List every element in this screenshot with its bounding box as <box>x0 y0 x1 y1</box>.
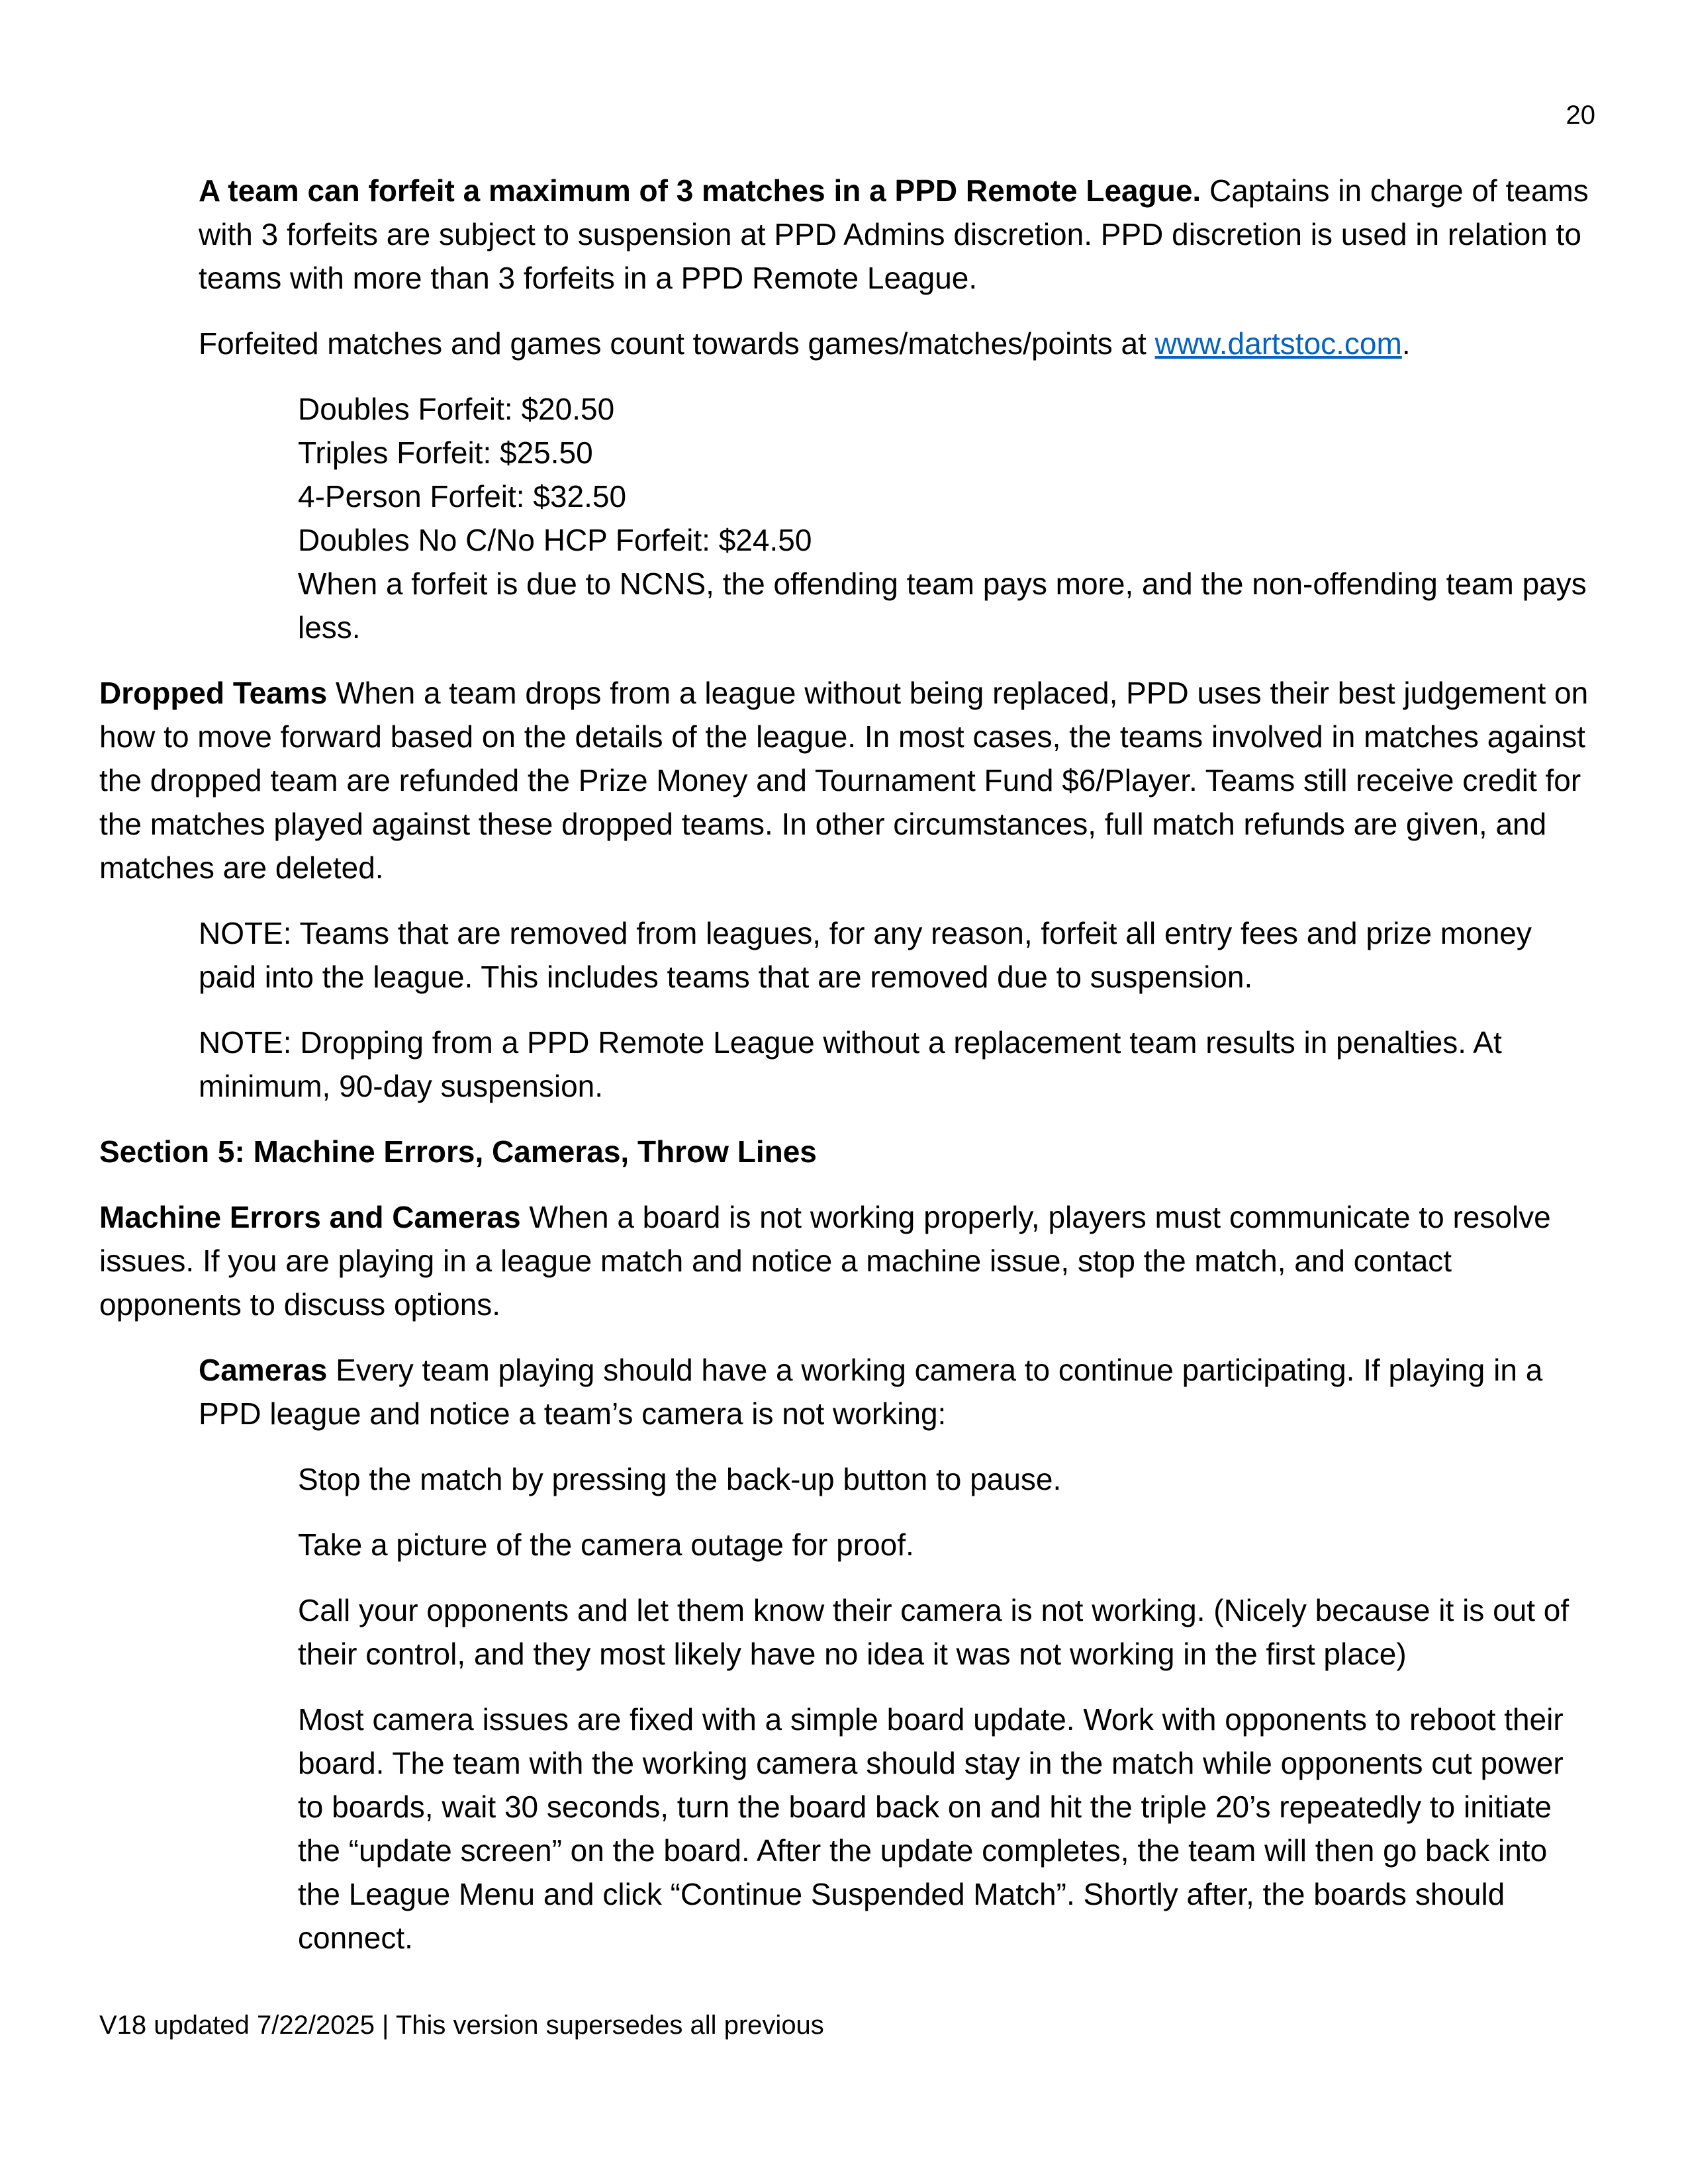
dropped-note-2: NOTE: Dropping from a PPD Remote League without a replacement team results in penalties. At minimum, 90-day suspension. <box>199 1025 1502 1103</box>
forfeit-count-paragraph <box>199 322 1589 365</box>
forfeit-limit-heading: A team can forfeit a maximum of 3 matches in a PPD Remote League. <box>199 173 1201 208</box>
machine-errors-text: When a board is not working properly, players must communicate to resolve issues. If you are playing in a league match and notice a machine issue, stop the match, and contact opponents to discuss options. <box>99 1200 1551 1322</box>
camera-step-1: Stop the match by pressing the back-up button to pause. <box>298 1462 1062 1496</box>
dropped-note-1: NOTE: Teams that are removed from leagues, for any reason, forfeit all entry fees and prize money paid into the league. This includes teams that are removed due to suspension. <box>199 916 1532 994</box>
section-5-heading <box>99 1130 1589 1173</box>
forfeit-count-text: Forfeited matches and games count towards games/matches/points at <box>199 326 1155 361</box>
forfeit-limit-text: Captains in charge of teams with 3 forfeits are subject to suspension at PPD Admins discretion. PPD discretion is used in relation to teams with more than 3 forfeits in a PPD Remote League. <box>199 173 1589 295</box>
fee-ncns-note: When a forfeit is due to NCNS, the offending team pays more, and the non-offending team pays less. <box>298 567 1587 645</box>
section-5-title: Section 5: Machine Errors, Cameras, Throw Lines <box>99 1134 817 1169</box>
cameras-text: Every team playing should have a working camera to continue participating. If playing in a PPD league and notice a team’s camera is not working: <box>199 1353 1543 1431</box>
dropped-teams-heading: Dropped Teams <box>99 676 328 710</box>
forfeit-count-period: . <box>1401 326 1411 361</box>
page-footer: V18 updated 7/22/2025 | This version supersedes all previous <box>99 2011 824 2040</box>
fee-doubles-no-c: Doubles No C/No HCP Forfeit: $24.50 <box>298 523 812 557</box>
page-number: 20 <box>1566 101 1595 130</box>
cameras-paragraph <box>199 1348 1589 1435</box>
dropped-teams-text: When a team drops from a league without being replaced, PPD uses their best judgement on how to move forward based on the details of the league. In most cases, the teams involved in matches against the dropped team are refunded the Prize Money and Tournament Fund $6/Player. Teams still receive credit for the matches played against these dropped teams. In other circumstances, full match refunds are given, and matches are deleted. <box>99 676 1589 885</box>
fee-triples: Triples Forfeit: $25.50 <box>298 435 593 470</box>
camera-step-3: Call your opponents and let them know their camera is not working. (Nicely because it is out of their control, and they most likely have no idea it was not working in the first place) <box>298 1593 1570 1671</box>
fee-doubles: Doubles Forfeit: $20.50 <box>298 392 615 426</box>
camera-step-4: Most camera issues are fixed with a simple board update. Work with opponents to reboot their board. The team with the working camera should stay in the match while opponents cut power to boards, wait 30 seconds, turn the board back on and hit the triple 20’s repeatedly to initiate the “update screen” on the board. After the update completes, the team will then go back into the League Menu and click “Continue Suspended Match”. Shortly after, the boards should connect. <box>298 1702 1564 1955</box>
cameras-heading: Cameras <box>199 1353 328 1387</box>
machine-errors-paragraph <box>99 1195 1589 1326</box>
forfeit-limit-paragraph <box>199 169 1589 300</box>
machine-errors-heading: Machine Errors and Cameras <box>99 1200 521 1234</box>
forfeit-fee-list <box>298 387 1589 649</box>
camera-step-2: Take a picture of the camera outage for proof. <box>298 1527 914 1562</box>
dropped-teams-paragraph <box>99 671 1589 889</box>
fee-4-person: 4-Person Forfeit: $32.50 <box>298 479 627 514</box>
dartstoc-link[interactable]: www.dartstoc.com <box>1154 326 1402 361</box>
document-body <box>99 169 1589 1981</box>
